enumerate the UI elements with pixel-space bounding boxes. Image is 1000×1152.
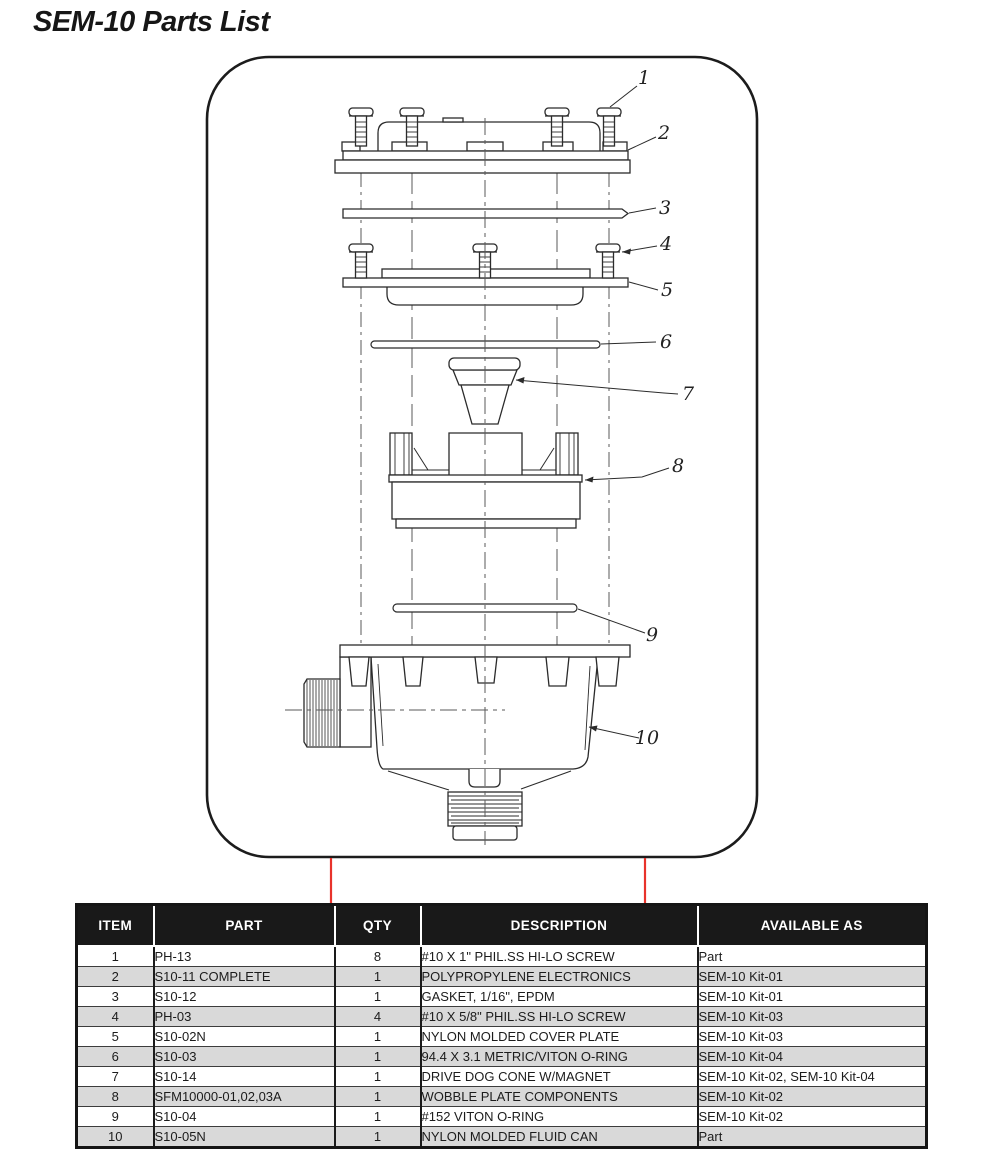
col-header-qty: QTY: [335, 905, 421, 947]
cell-part: S10-14: [154, 1067, 335, 1087]
cell-part: S10-11 COMPLETE: [154, 967, 335, 987]
cell-part: S10-02N: [154, 1027, 335, 1047]
cell-description: #10 X 5/8" PHIL.SS HI-LO SCREW: [421, 1007, 698, 1027]
parts-table: [75, 903, 928, 1149]
table-row: [77, 967, 927, 987]
col-header-available-as: AVAILABLE AS: [698, 905, 927, 947]
cell-item: 5: [77, 1027, 154, 1047]
cell-item: 6: [77, 1047, 154, 1067]
cell-available-as: SEM-10 Kit-01: [698, 989, 784, 1004]
cell-description: DRIVE DOG CONE W/MAGNET: [421, 1067, 698, 1087]
table-row: [77, 1047, 927, 1067]
cell-part: SFM10000-01,02,03A: [154, 1087, 335, 1107]
cell-available-as: SEM-10 Kit-02: [698, 1089, 784, 1104]
cell-available-as: SEM-10 Kit-04: [698, 1049, 784, 1064]
cell-description: POLYPROPYLENE ELECTRONICS: [421, 967, 698, 987]
col-header-part: PART: [154, 905, 335, 947]
cell-qty: 1: [335, 1067, 421, 1087]
cell-available-as: SEM-10 Kit-03: [698, 1009, 784, 1024]
cell-part: PH-03: [154, 1007, 335, 1027]
cell-description: GASKET, 1/16", EPDM: [421, 987, 698, 1007]
cell-description: NYLON MOLDED FLUID CAN: [421, 1127, 698, 1148]
cell-qty: 1: [335, 1027, 421, 1047]
table-header-row: [77, 905, 927, 947]
cell-available-as: SEM-10 Kit-02, SEM-10 Kit-04: [698, 1069, 875, 1084]
cell-part: S10-05N: [154, 1127, 335, 1148]
callout-9: 9: [645, 624, 659, 646]
col-header-item: ITEM: [77, 905, 154, 947]
cell-part: PH-13: [154, 946, 335, 967]
callout-7: 7: [681, 383, 695, 405]
table-row: [77, 1007, 927, 1027]
table-row: [77, 946, 927, 967]
cell-item: 8: [77, 1087, 154, 1107]
callout-3: 3: [658, 197, 672, 219]
cell-part: S10-12: [154, 987, 335, 1007]
table-row: [77, 987, 927, 1007]
cell-item: 3: [77, 987, 154, 1007]
cell-available-as: Part: [698, 1129, 723, 1144]
col-header-description: DESCRIPTION: [421, 905, 698, 947]
cell-item: 4: [77, 1007, 154, 1027]
red-connectors: [331, 858, 645, 904]
table-row: [77, 1027, 927, 1047]
cell-part: S10-03: [154, 1047, 335, 1067]
callout-4: 4: [659, 233, 673, 255]
cell-qty: 1: [335, 1127, 421, 1148]
cell-qty: 1: [335, 1047, 421, 1067]
cell-description: #152 VITON O-RING: [421, 1107, 698, 1127]
table-row: [77, 1067, 927, 1087]
cell-description: WOBBLE PLATE COMPONENTS: [421, 1087, 698, 1107]
cell-qty: 1: [335, 1087, 421, 1107]
callout-6: 6: [659, 331, 673, 353]
cell-item: 1: [77, 946, 154, 967]
cell-available-as: SEM-10 Kit-02: [698, 1109, 784, 1124]
part-electronics-assembly: [335, 118, 630, 173]
callout-1: 1: [637, 67, 651, 89]
cell-description: #10 X 1" PHIL.SS HI-LO SCREW: [421, 946, 698, 967]
page-title: SEM-10 Parts List: [33, 6, 270, 38]
cell-available-as: SEM-10 Kit-03: [698, 1029, 784, 1044]
cell-item: 7: [77, 1067, 154, 1087]
cell-qty: 1: [335, 967, 421, 987]
cell-item: 2: [77, 967, 154, 987]
cell-description: 94.4 X 3.1 METRIC/VITON O-RING: [421, 1047, 698, 1067]
cell-item: 9: [77, 1107, 154, 1127]
cell-available-as: SEM-10 Kit-01: [698, 969, 784, 984]
table-row: [77, 1087, 927, 1107]
cell-item: 10: [77, 1127, 154, 1148]
cell-description: NYLON MOLDED COVER PLATE: [421, 1027, 698, 1047]
cell-qty: 8: [335, 946, 421, 967]
cell-part: S10-04: [154, 1107, 335, 1127]
callout-5: 5: [660, 279, 674, 301]
table-row: [77, 1107, 927, 1127]
callout-10: 10: [634, 727, 660, 749]
table-row: [77, 1127, 927, 1148]
cell-qty: 4: [335, 1007, 421, 1027]
callout-2: 2: [657, 122, 671, 144]
cell-qty: 1: [335, 987, 421, 1007]
callout-8: 8: [671, 455, 685, 477]
cell-available-as: Part: [698, 949, 723, 964]
cell-qty: 1: [335, 1107, 421, 1127]
